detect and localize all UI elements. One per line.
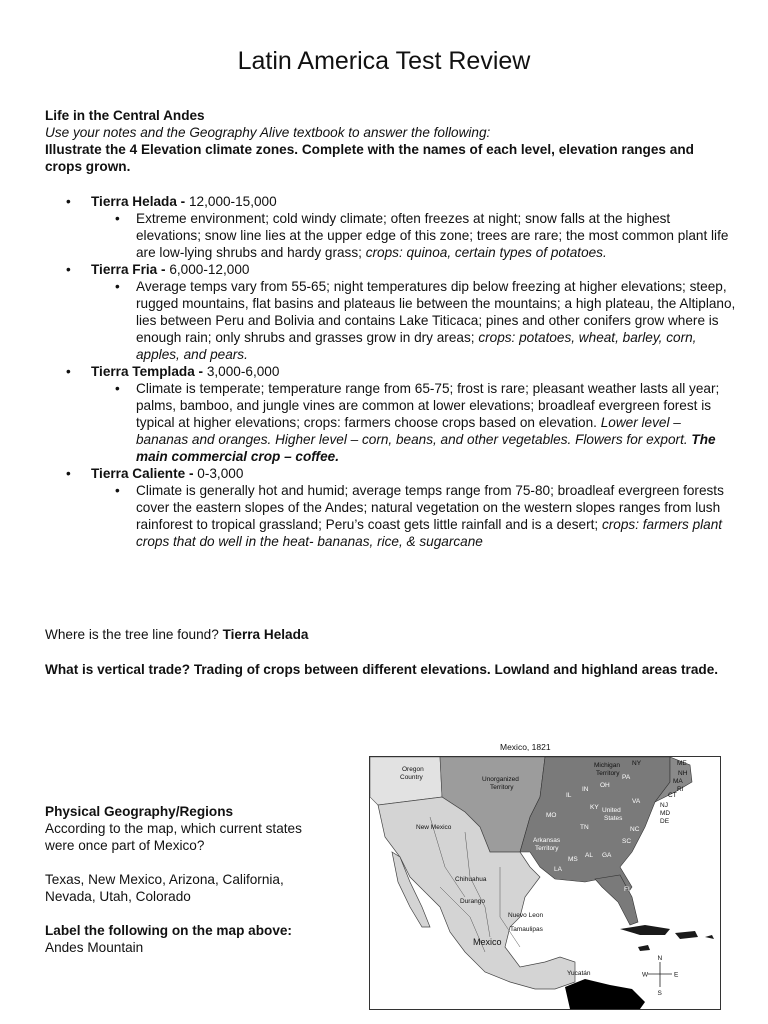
map-label: New Mexico [416,824,452,831]
zone-list [45,193,735,550]
map-label: Nuevo Leon [508,912,544,919]
map-label: Durango [460,898,485,905]
map-label: Arkansas [533,837,561,844]
map-label: NH [678,770,688,777]
map-label: VA [632,798,641,805]
label-task: Label the following on the map above: [45,923,292,938]
zone-name: Tierra Fria - [91,262,170,277]
map-label: CT [668,792,677,799]
description-text: Extreme environment; cold windy climate; often freezes at night; snow falls at the highest elevations; snow line lies at the upper edge of this zone; trees are rare; the most common plant life are low-lying shrubs and hardy grass; [136,211,729,260]
zone-range: 6,000-12,000 [169,262,250,277]
map-label: MS [568,856,578,863]
andes-section [45,107,735,550]
zone-name: Tierra Helada - [91,194,189,209]
map-label: AL [585,852,593,859]
main-crop-text: The main commercial crop – coffee. [136,432,716,464]
map-label: NY [632,760,642,767]
answer-text: Texas, New Mexico, Arizona, California, Nevada, Utah, Colorado [45,872,284,904]
bullet-icon: • [115,381,120,396]
description-text: Climate is temperate; temperature range from 65-75; frost is rare; pleasant weather lasts all year; palms, bamboo, and jungle vines are common at lower elevations; broadleaf evergreen forest is typical at higher elevations; crops: farmers choose crops based on elevation. [136,381,720,430]
map-label: SC [622,838,632,845]
description-text: Climate is generally hot and humid; average temps range from 75-80; broadleaf evergreen forests cover the eastern slopes of the Andes; natural vegetation on the western slopes ranges from lush rainforest to tropical grassland; Peru’s coast gets little rainfall and is a desert; [136,483,724,532]
zone-range: 12,000-15,000 [188,194,277,209]
map-label: Mexico [473,937,502,947]
task-text: Illustrate the 4 Elevation climate zones. Complete with the names of each level, elevation ranges and crops grown. [45,142,694,174]
map-label: Chihuahua [455,876,487,883]
description-text: Average temps vary from 55-65; night temperatures dip below freezing at higher elevations; steep, rugged mountains, flat basins and plateaus lie between the mountains; a high plateau, the Altiplano, lies between Peru and Bolivia and contains Lake Titicaca; pines and other conifers grow where is enough rain; only shrubs and grasses grow in dry areas; [136,279,736,345]
instruction-text: Use your notes and the Geography Alive textbook to answer the following: [45,125,491,140]
zone-description [45,380,736,465]
map-label: PA [622,774,631,781]
zone-description [45,482,736,550]
bullet-icon: • [115,483,120,498]
map-graphic [370,757,720,1009]
question-text: Where is the tree line found? [45,627,223,642]
question-text: According to the map, which current states were once part of Mexico? [45,821,302,853]
label-item: Andes Mountain [45,940,144,955]
zone-name: Tierra Caliente - [91,466,198,481]
treeline-question [45,626,735,643]
map-label: KY [590,804,599,811]
svg-text:N: N [657,955,663,962]
zone-item [45,193,735,210]
map-label: GA [602,852,612,859]
map-label: Territory [490,784,514,791]
map-label: Tamaulipas [510,926,543,933]
crops-text: crops: quinoa, certain types of potatoes. [365,245,607,260]
map-label: IL [566,792,572,799]
crops-text: crops: potatoes, wheat, barley, corn, apples, and pears. [136,330,697,362]
answer-text: Tierra Helada [222,627,309,642]
zone-item [45,363,735,380]
map-label: IN [582,786,589,793]
svg-text:W: W [642,971,649,979]
map-label: OH [600,782,610,789]
map-label: LA [554,866,562,873]
zone-range: 3,000-6,000 [206,364,280,379]
map-label: Michigan [594,762,621,769]
map-label: NC [630,826,640,833]
map-label: Country [400,774,423,781]
map-label: MD [660,810,671,817]
map-label: MA [673,778,683,785]
crops-text: Lower level – bananas and oranges. Higher level – corn, beans, and other vegetables. Flowers for export. [136,415,692,447]
section-heading: Life in the Central Andes [45,108,205,123]
bullet-icon: • [66,466,71,481]
section-heading: Physical Geography/Regions [45,804,234,819]
bullet-icon: • [115,211,120,226]
map-label: ME [677,760,687,767]
zone-range: 0-3,000 [197,466,244,481]
zone-item [45,465,735,482]
map-label: United [602,807,621,814]
bullet-icon: • [66,194,71,209]
map-label: Unorganized [482,776,519,783]
bullet-icon: • [66,364,71,379]
map-label: States [604,815,623,822]
page-title: Latin America Test Review [237,47,531,75]
map-label: Territory [596,770,620,777]
map-label: RI [677,786,684,793]
svg-text:E: E [674,971,679,979]
map-label: Territory [535,845,559,852]
map-label: MO [546,812,557,819]
zone-item [45,261,735,278]
geography-section [45,803,345,956]
bullet-icon: • [66,262,71,277]
map-label: Yucatán [567,970,591,977]
map-label: Oregon [402,766,424,773]
map-mexico-1821 [369,756,721,1010]
svg-text:S: S [657,990,662,997]
bullet-icon: • [115,279,120,294]
zone-description [45,210,736,261]
zone-description [45,278,736,363]
map-caption: Mexico, 1821 [500,742,551,752]
map-label: NJ [660,802,668,809]
map-label: FL [624,886,632,893]
zone-name: Tierra Templada - [91,364,207,379]
vertical-trade-question: What is vertical trade? Trading of crops between different elevations. Lowland and highland areas trade. [45,662,719,677]
map-label: TN [580,824,589,831]
crops-text: crops: farmers plant crops that do well in the heat- bananas, rice, & sugarcane [136,517,723,549]
map-label: DE [660,818,670,825]
